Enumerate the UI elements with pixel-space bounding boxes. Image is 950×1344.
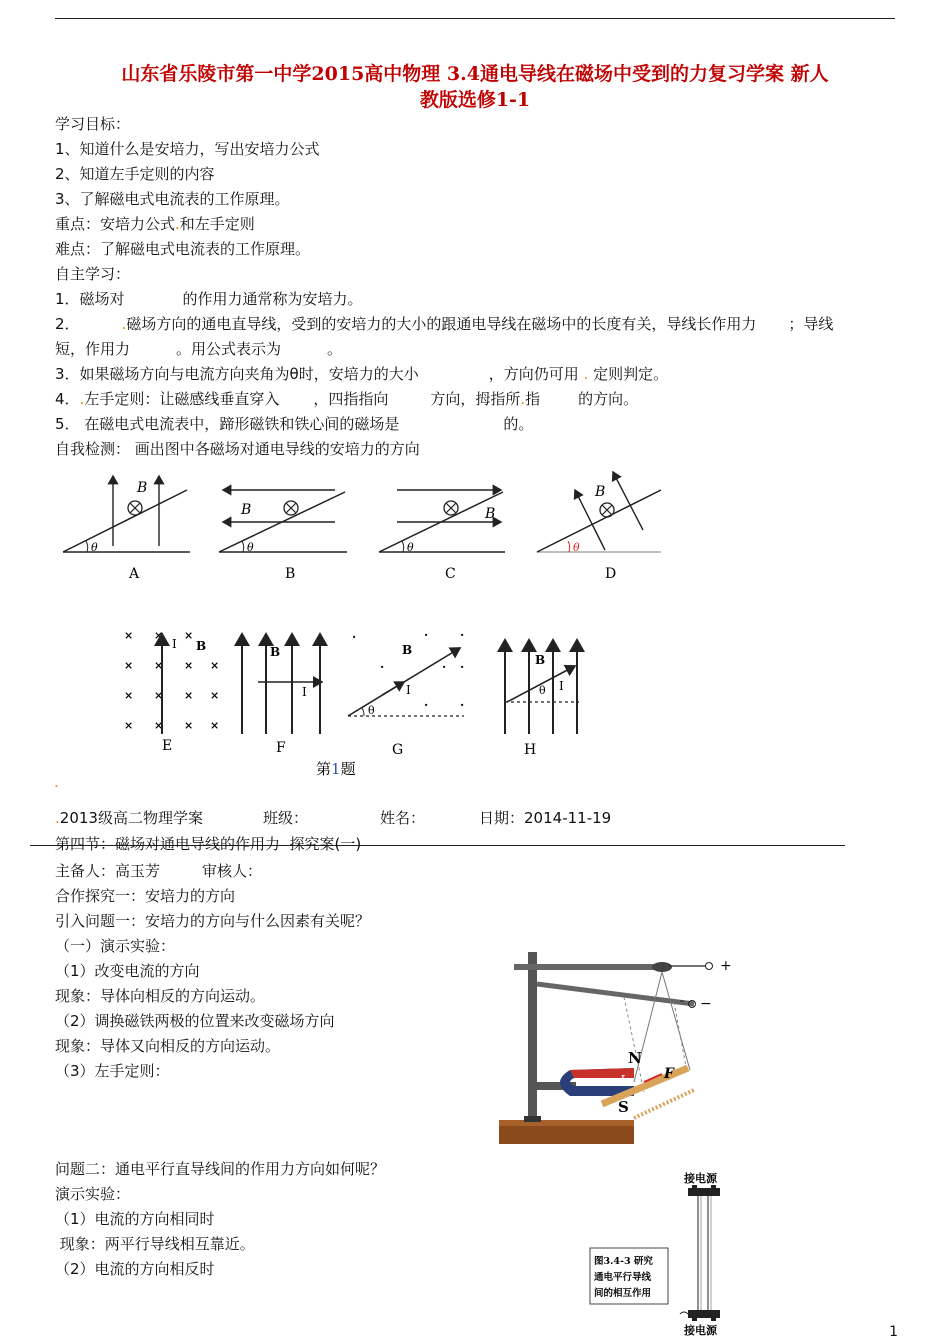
svg-text:×: ×	[184, 689, 194, 702]
doc-title-line2: 教版选修1-1	[419, 89, 531, 111]
q2: 2． .磁场方向的通电直导线，受到的安培力的大小的跟通电导线在磁场中的长度有关，导线长作用力 ；导线	[55, 315, 834, 333]
svg-text:θ: θ	[247, 541, 254, 554]
question2: 问题二：通电平行直导线间的作用力方向如何呢？	[55, 1160, 386, 1178]
self-study-heading: 自主学习：	[55, 265, 131, 283]
svg-text:×: ×	[154, 689, 164, 702]
header-rule	[55, 18, 895, 19]
svg-text:×: ×	[210, 719, 220, 732]
svg-text:.: .	[460, 625, 465, 639]
apparatus-figure	[494, 942, 744, 1152]
svg-text:B: B	[241, 502, 252, 518]
step1: （1）改变电流的方向	[55, 962, 200, 980]
label-e: E	[162, 738, 173, 754]
label-d: D	[605, 566, 617, 582]
svg-text:−: −	[700, 996, 712, 1012]
svg-text:接电源: 接电源	[684, 1324, 717, 1337]
svg-text:图3.4-3 研究: 图3.4-3 研究	[594, 1256, 653, 1267]
q3: 3．如果磁场方向与电流方向夹角为θ时，安培力的大小 ，方向仍可用 . 定则判定。	[55, 365, 669, 383]
phenomenon1: 现象：导体向相反的方向运动。	[55, 987, 266, 1005]
diagram-b	[219, 490, 347, 554]
question1: 引入问题一：安培力的方向与什么因素有关呢？	[55, 912, 371, 930]
svg-text:B: B	[535, 653, 546, 667]
svg-text:B: B	[137, 480, 148, 496]
svg-text:×: ×	[154, 629, 164, 642]
svg-text:θ: θ	[91, 541, 98, 554]
step3: （3）左手定则：	[55, 1062, 170, 1080]
goal-2: 2、知道左手定则的内容	[55, 165, 215, 183]
demo-heading: （一）演示实验：	[55, 937, 176, 955]
svg-text:.: .	[460, 657, 465, 671]
stray-mark: .	[54, 773, 59, 791]
page-number: 1	[889, 1324, 898, 1340]
svg-text:间的相互作用: 间的相互作用	[594, 1288, 652, 1299]
parallel-wires-figure	[588, 1170, 738, 1340]
svg-text:F: F	[664, 1066, 674, 1082]
phenomenon2: 现象：导体又向相反的方向运动。	[55, 1037, 281, 1055]
explore1: 合作探究一：安培力的方向	[55, 887, 236, 905]
svg-text:I: I	[620, 1073, 625, 1087]
key-point: 重点：安培力公式.和左手定则	[55, 215, 255, 233]
svg-text:×: ×	[184, 629, 194, 642]
svg-text:I: I	[406, 683, 411, 697]
svg-text:B: B	[595, 484, 606, 500]
label-a: A	[129, 566, 140, 582]
svg-text:θ: θ	[539, 684, 546, 697]
svg-text:S: S	[618, 1098, 629, 1116]
svg-text:×: ×	[124, 659, 134, 672]
svg-text:.: .	[424, 625, 429, 639]
label-f: F	[276, 740, 286, 756]
svg-text:×: ×	[184, 719, 194, 732]
svg-text:I: I	[172, 637, 177, 651]
svg-text:接电源: 接电源	[684, 1172, 717, 1185]
doc-title-line1: 山东省乐陵市第一中学2015高中物理 3.4通电导线在磁场中受到的力复习学案 新人	[121, 63, 829, 85]
svg-text:×: ×	[124, 689, 134, 702]
diagram-e	[124, 629, 219, 734]
label-b: B	[285, 566, 296, 582]
sheet-header: .2013级高二物理学案 班级： 姓名： 日期：2014-11-19	[55, 809, 612, 827]
figure-1-top-row	[55, 470, 675, 590]
q1: 1．磁场对 的作用力通常称为安培力。	[55, 290, 363, 308]
q5: 5． 在磁电式电流表中，蹄形磁铁和铁心间的磁场是 的。	[55, 415, 534, 433]
diagram-d	[537, 472, 661, 554]
svg-text:×: ×	[210, 659, 220, 672]
svg-text:×: ×	[154, 659, 164, 672]
svg-text:N: N	[628, 1049, 642, 1067]
svg-text:B: B	[402, 643, 413, 657]
svg-text:×: ×	[184, 659, 194, 672]
svg-text:.: .	[352, 627, 357, 641]
goal-3: 3、了解磁电式电流表的工作原理。	[55, 190, 290, 208]
svg-text:×: ×	[210, 689, 220, 702]
goal-1: 1、知道什么是安培力，写出安培力公式	[55, 140, 320, 158]
difficult-point: 难点：了解磁电式电流表的工作原理。	[55, 240, 311, 258]
svg-text:θ: θ	[407, 541, 414, 554]
case1: （1）电流的方向相同时	[55, 1210, 215, 1228]
q4: 4．.左手定则：让磁感线垂直穿入 ，四指指向 方向，拇指所.指 的方向。	[55, 390, 639, 408]
svg-text:×: ×	[154, 719, 164, 732]
self-check: 自我检测： 画出图中各磁场对通电导线的安培力的方向	[55, 440, 420, 458]
label-h: H	[524, 742, 537, 758]
svg-text:.: .	[442, 657, 447, 671]
label-c: C	[445, 566, 456, 582]
diagram-f	[242, 634, 322, 734]
section-title: 第四节：磁场对通电导线的作用力 探究案(一)	[55, 835, 362, 853]
svg-text:I: I	[559, 679, 564, 693]
svg-text:I: I	[302, 685, 307, 699]
svg-text:B: B	[270, 645, 281, 659]
svg-text:θ: θ	[368, 704, 375, 717]
case1-phenomenon: 现象：两平行导线相互靠近。	[55, 1235, 255, 1253]
svg-text:B: B	[196, 639, 207, 653]
svg-text:.: .	[460, 695, 465, 709]
svg-text:.: .	[380, 657, 385, 671]
diagram-g	[348, 625, 464, 717]
case2: （2）电流的方向相反时	[55, 1260, 215, 1278]
svg-text:×: ×	[124, 629, 134, 642]
demo2: 演示实验：	[55, 1185, 131, 1203]
q2-line2: 短，作用力 。用公式表示为 。	[55, 340, 343, 358]
diagram-c	[379, 490, 505, 554]
svg-text:通电平行导线: 通电平行导线	[594, 1272, 652, 1283]
figure-1-bottom-row	[110, 624, 600, 780]
svg-text:.: .	[424, 695, 429, 709]
goals-heading: 学习目标：	[55, 115, 131, 133]
step2: （2）调换磁铁两极的位置来改变磁场方向	[55, 1012, 335, 1030]
author-line: 主备人：高玉芳 审核人：	[55, 862, 263, 880]
figure-caption: 第1题	[316, 760, 356, 778]
svg-text:B: B	[485, 506, 496, 522]
svg-text:×: ×	[124, 719, 134, 732]
diagram-a	[63, 476, 190, 554]
svg-text:θ: θ	[573, 541, 580, 554]
svg-text:+: +	[720, 958, 732, 974]
diagram-h	[505, 640, 579, 734]
label-g: G	[392, 742, 404, 758]
